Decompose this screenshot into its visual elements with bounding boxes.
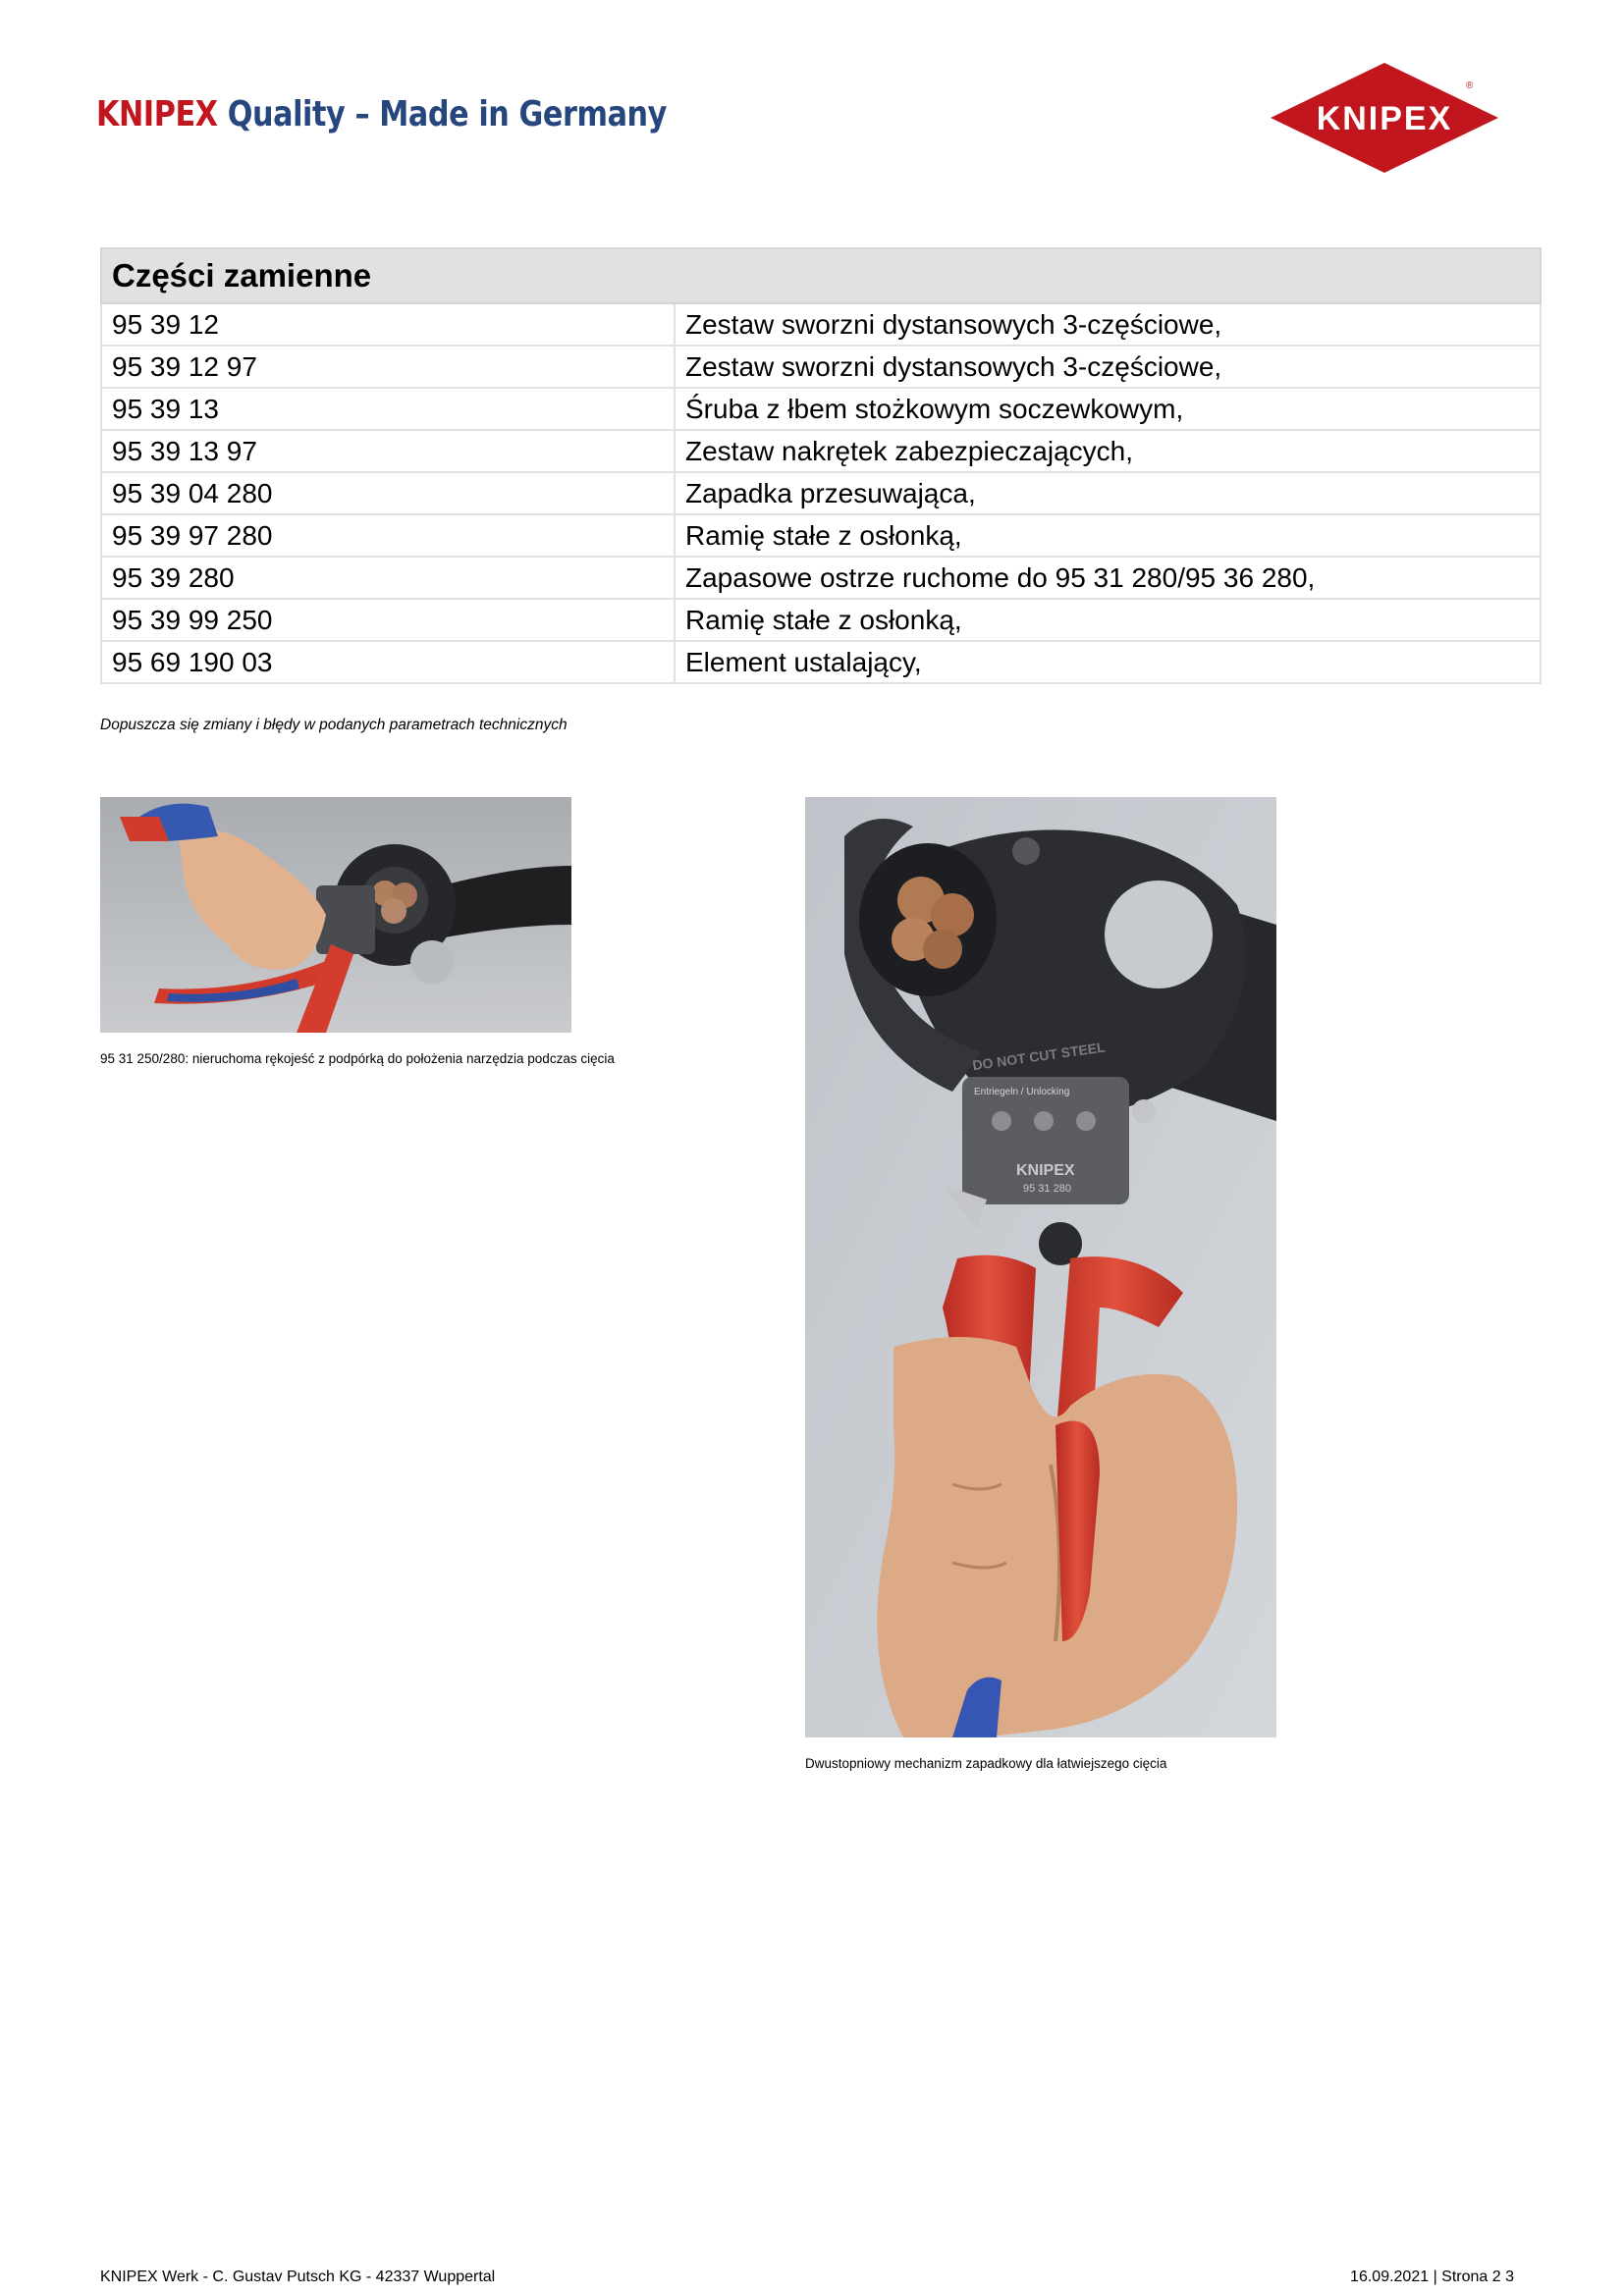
caption-photo-front: Dwustopniowy mechanizm zapadkowy dla łatwiejszego cięcia (805, 1756, 1167, 1771)
part-description: Zapadka przesuwająca, (675, 472, 1541, 514)
product-photo-side (100, 797, 571, 1033)
spare-parts-table (100, 247, 1542, 684)
footer-company: KNIPEX Werk - C. Gustav Putsch KG - 42337 Wuppertal (100, 2269, 496, 2285)
table-row (101, 514, 1541, 557)
table-row (101, 641, 1541, 683)
table-row (101, 472, 1541, 514)
part-code: 95 39 12 (101, 303, 675, 346)
table-row (101, 303, 1541, 346)
header-tagline (96, 94, 667, 134)
knipex-logo (1267, 61, 1502, 175)
logo-text: KNIPEX (1316, 100, 1453, 137)
part-description: Ramię stałe z osłonką, (675, 514, 1541, 557)
table-title: Części zamienne (101, 248, 1541, 303)
table-row (101, 388, 1541, 430)
caption-photo-side: 95 31 250/280: nieruchoma rękojeść z podpórką do położenia narzędzia podczas cięcia (100, 1051, 615, 1066)
table-row (101, 430, 1541, 472)
part-description: Zapasowe ostrze ruchome do 95 31 280/95 36 280, (675, 557, 1541, 599)
table-row (101, 346, 1541, 388)
logo-registered-mark: ® (1466, 80, 1474, 91)
part-description: Element ustalający, (675, 641, 1541, 683)
part-description: Śruba z łbem stożkowym soczewkowym, (675, 388, 1541, 430)
blade-engraving: DO NOT CUT STEEL (971, 1039, 1107, 1074)
table-row (101, 557, 1541, 599)
disclaimer-note: Dopuszcza się zmiany i błędy w podanych parametrach technicznych (100, 717, 568, 733)
part-code: 95 39 04 280 (101, 472, 675, 514)
tagline-rest: Quality – Made in Germany (227, 94, 667, 134)
part-code: 95 39 13 (101, 388, 675, 430)
part-code: 95 39 99 250 (101, 599, 675, 641)
part-description: Zestaw sworzni dystansowych 3-częściowe, (675, 303, 1541, 346)
plate-brand: KNIPEX (1016, 1162, 1075, 1179)
part-code: 95 39 13 97 (101, 430, 675, 472)
part-code: 95 39 280 (101, 557, 675, 599)
part-code: 95 39 12 97 (101, 346, 675, 388)
part-description: Zestaw nakrętek zabezpieczających, (675, 430, 1541, 472)
plate-label: Entriegeln / Unlocking (974, 1087, 1070, 1097)
part-code: 95 39 97 280 (101, 514, 675, 557)
footer-date-page: 16.09.2021 | Strona 2 3 (1350, 2269, 1514, 2285)
table-row (101, 599, 1541, 641)
part-description: Ramię stałe z osłonką, (675, 599, 1541, 641)
plate-model: 95 31 280 (1023, 1183, 1071, 1195)
tagline-brand: KNIPEX (96, 94, 218, 134)
product-photo-front (805, 797, 1276, 1737)
part-description: Zestaw sworzni dystansowych 3-częściowe, (675, 346, 1541, 388)
part-code: 95 69 190 03 (101, 641, 675, 683)
